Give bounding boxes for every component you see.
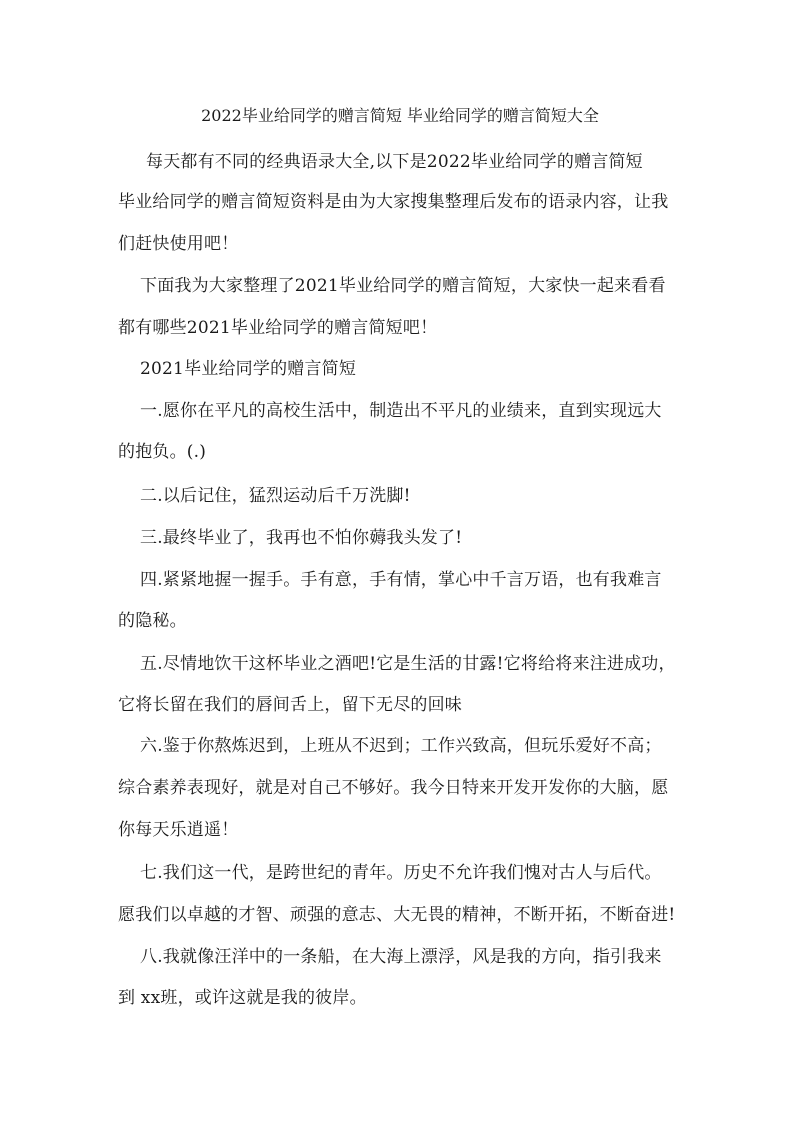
paragraph-line-intro-2: 毕业给同学的赠言简短资料是由为大家搜集整理后发布的语录内容，让我	[118, 192, 669, 212]
paragraph-line-intro-3: 们赶快使用吧！	[118, 234, 239, 254]
item-6-line-2: 综合素养表现好，就是对自己不够好。我今日特来开发开发你的大脑，愿	[118, 778, 669, 798]
item-1-line-2: 的抱负。(.)	[118, 442, 207, 462]
document-title: 2022毕业给同学的赠言简短 毕业给同学的赠言简短大全	[201, 106, 599, 125]
item-8-line-1: 八.我就像汪洋中的一条船，在大海上漂浮，风是我的方向，指引我来	[140, 947, 662, 967]
paragraph-line-lead-1: 下面我为大家整理了2021毕业给同学的赠言简短，大家快一起来看看	[140, 276, 666, 296]
paragraph-line-lead-2: 都有哪些2021毕业给同学的赠言简短吧！	[118, 318, 438, 338]
item-5-line-1: 五.尽情地饮干这杯毕业之酒吧!它是生活的甘露!它将给将来注进成功，	[140, 654, 676, 674]
item-8-line-2: 到 xx班，或许这就是我的彼岸。	[118, 988, 367, 1008]
item-4-line-2: 的隐秘。	[118, 611, 187, 631]
item-3-line-1: 三.最终毕业了，我再也不怕你薅我头发了!	[140, 528, 463, 548]
item-4-line-1: 四.紧紧地握一握手。手有意，手有情，掌心中千言万语，也有我难言	[140, 570, 662, 590]
item-6-line-1: 六.鉴于你熬炼迟到，上班从不迟到；工作兴致高，但玩乐爱好不高；	[140, 736, 662, 756]
section-heading: 2021毕业给同学的赠言简短	[140, 359, 357, 379]
item-5-line-2: 它将长留在我们的唇间舌上，留下无尽的回味	[118, 695, 462, 715]
item-1-line-1: 一.愿你在平凡的高校生活中，制造出不平凡的业绩来，直到实现远大	[140, 401, 662, 421]
item-7-line-1: 七.我们这一代，是跨世纪的青年。历史不允许我们愧对古人与后代。	[140, 863, 662, 883]
paragraph-line-intro-1: 每天都有不同的经典语录大全,以下是2022毕业给同学的赠言简短	[146, 152, 643, 172]
item-2-line-1: 二.以后记住，猛烈运动后千万洗脚!	[140, 486, 411, 506]
item-7-line-2: 愿我们以卓越的才智、顽强的意志、大无畏的精神，不断开拓，不断奋进!	[118, 905, 676, 925]
item-6-line-3: 你每天乐逍遥！	[118, 820, 239, 840]
